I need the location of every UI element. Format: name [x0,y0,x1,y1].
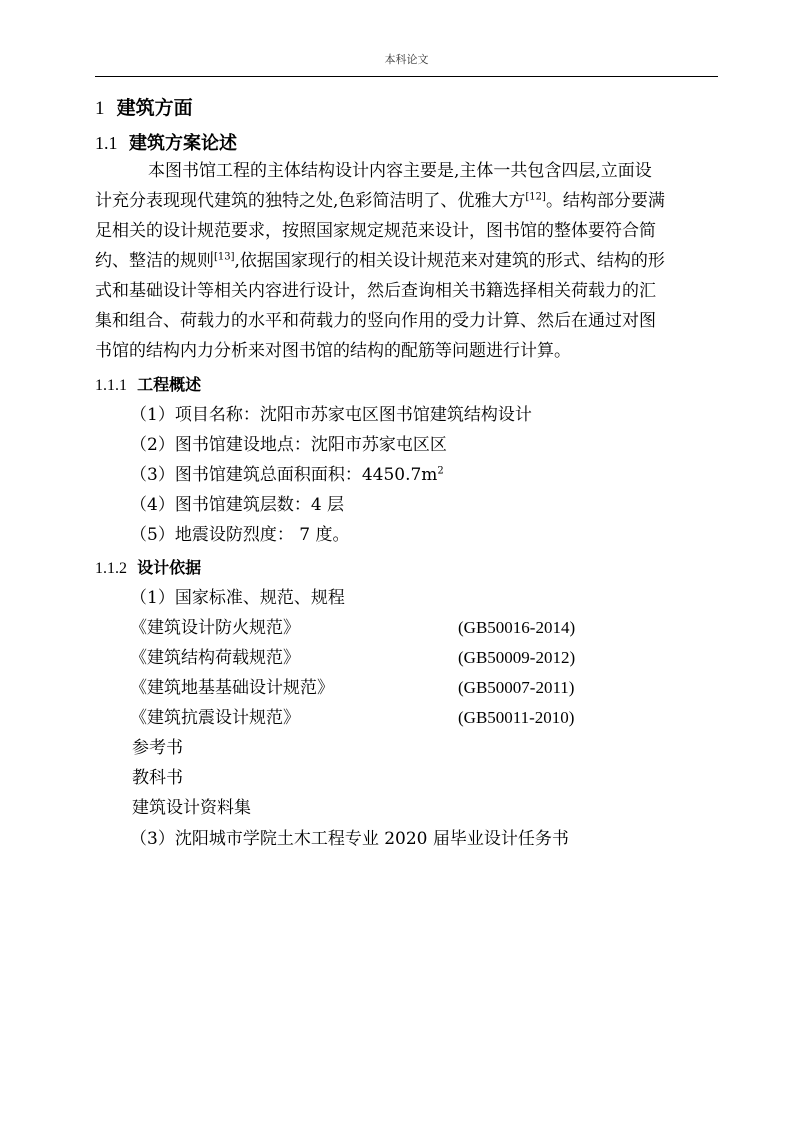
code-row [130,617,630,639]
code-number: (GB50009-2012) [458,648,576,667]
paragraph-line-6: 集和组合、荷载力的水平和荷载力的竖向作用的受力计算、然后在通过对图 [95,311,656,331]
code-row [130,677,630,699]
paragraph-line-2-tail: 。结构部分要满 [545,191,665,211]
code-row [130,647,630,669]
section-1-1-1-title: 工程概述 [137,375,202,394]
reference-item: 教科书 [132,768,183,788]
section-1-number: 1 [95,98,105,119]
paragraph-line-2-text: 计充分表现现代建筑的独特之处,色彩简洁明了、优雅大方 [95,191,526,211]
reference-item: 建筑设计资料集 [132,798,251,818]
code-number: (GB50011-2010) [458,708,575,727]
overview-item-5: （5）地震设防烈度： 7 度。 [130,525,350,545]
paragraph-line-3: 足相关的设计规范要求，按照国家规定规范来设计，图书馆的整体要符合简 [95,221,656,241]
section-1-1-1-heading [95,374,201,397]
code-name: 《建筑结构荷载规范》 [130,648,300,668]
overview-item-3-text: （3）图书馆建筑总面积面积：4450.7m [130,465,438,485]
area-unit-superscript: 2 [437,465,444,477]
paragraph-line-5: 式和基础设计等相关内容进行设计，然后查询相关书籍选择相关荷载力的汇 [95,281,656,301]
reference-item: 参考书 [132,738,183,758]
page-header: 本科论文 [384,53,429,66]
paragraph-line-7: 书馆的结构内力分析来对图书馆的结构的配筋等问题进行计算。 [95,341,571,361]
code-name: 《建筑设计防火规范》 [130,618,300,638]
overview-item-4: （4）图书馆建筑层数：4 层 [130,495,345,515]
section-1-heading [95,97,193,120]
paragraph-line-4-text: 约、整洁的规则 [95,251,214,271]
code-row [130,707,630,729]
code-name: 《建筑抗震设计规范》 [130,708,300,728]
section-1-1-2-heading [95,557,201,580]
citation-12: [12] [525,191,546,203]
section-1-1-2-title: 设计依据 [137,558,202,577]
paragraph-line-2 [95,190,665,212]
basis-item-1: （1）国家标准、规范、规程 [130,588,345,608]
overview-item-3 [130,464,444,486]
overview-item-2: （2）图书馆建设地点：沈阳市苏家屯区区 [130,435,447,455]
section-1-title: 建筑方面 [116,97,193,119]
section-1-1-number: 1.1 [95,133,118,153]
code-number: (GB50016-2014) [458,618,576,637]
code-number: (GB50007-2011) [458,678,575,697]
paragraph-line-4-tail: ,依据国家现行的相关设计规范来对建筑的形式、结构的形 [234,251,665,271]
overview-item-1: （1）项目名称：沈阳市苏家屯区图书馆建筑结构设计 [130,405,532,425]
code-name: 《建筑地基基础设计规范》 [130,678,334,698]
paragraph-line-4 [95,250,665,272]
basis-item-3: （3）沈阳城市学院土木工程专业 2020 届毕业设计任务书 [130,829,569,849]
header-divider [95,76,718,77]
section-1-1-heading [95,132,237,155]
paragraph-line-1: 本图书馆工程的主体结构设计内容主要是,主体一共包含四层,立面设 [148,161,652,181]
section-1-1-1-number: 1.1.1 [95,377,127,394]
citation-13: [13] [214,251,235,263]
section-1-1-title: 建筑方案论述 [128,133,237,154]
section-1-1-2-number: 1.1.2 [95,560,127,577]
